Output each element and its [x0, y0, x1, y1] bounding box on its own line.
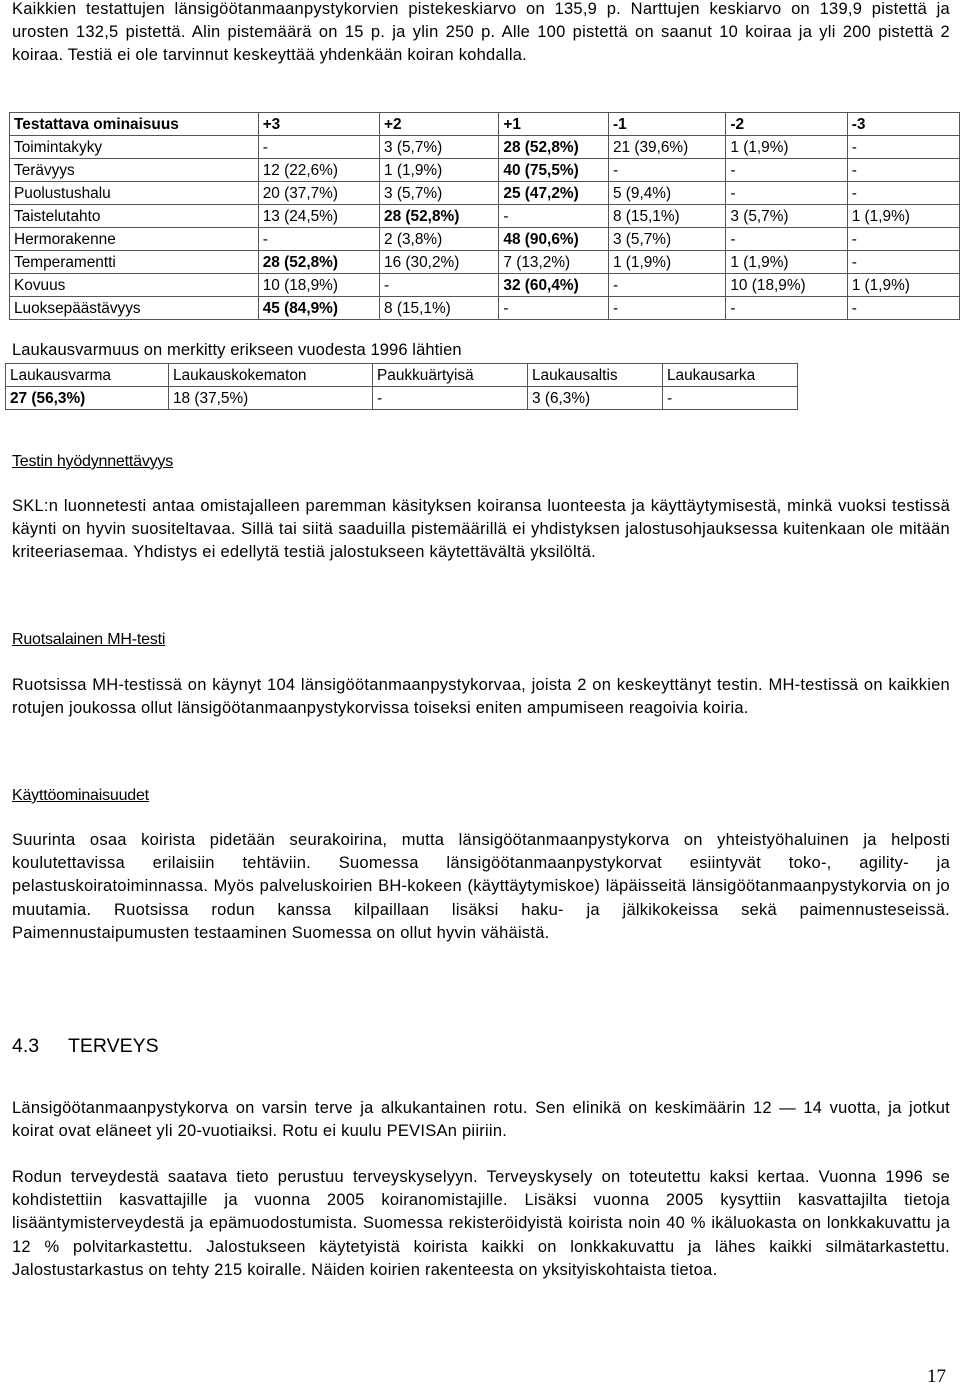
trait-value-cell: 48 (90,6%) — [499, 228, 609, 251]
trait-value-cell: 3 (5,7%) — [380, 136, 499, 159]
trait-value-cell: 20 (37,7%) — [258, 182, 379, 205]
trait-value-cell: 1 (1,9%) — [847, 274, 959, 297]
trait-value-cell: - — [726, 297, 847, 320]
traits-header-cell: +1 — [499, 113, 609, 136]
trait-name-cell: Terävyys — [10, 159, 259, 182]
trait-value-cell: 1 (1,9%) — [608, 251, 725, 274]
gun-value-cell: 18 (37,5%) — [169, 387, 373, 410]
gun-caption: Laukausvarmuus on merkitty erikseen vuodesta 1996 lähtien — [12, 341, 462, 359]
trait-value-cell: 10 (18,9%) — [258, 274, 379, 297]
trait-value-cell: - — [847, 251, 959, 274]
gun-value-cell: 27 (56,3%) — [6, 387, 169, 410]
table-row — [10, 297, 960, 320]
mh-paragraph: Ruotsissa MH-testissä on käynyt 104 länsigöötanmaanpystykorvaa, joista 2 on keskeyttänyt testin. MH-testissä on kaikkien rotujen joukossa ollut länsigöötanmaanpystykorvissa toiseksi eniten ampumiseen reagoivia koiria. — [12, 676, 950, 718]
trait-value-cell: 25 (47,2%) — [499, 182, 609, 205]
trait-name-cell: Hermorakenne — [10, 228, 259, 251]
working-paragraph: Suurinta osaa koirista pidetään seurakoirina, mutta länsigöötanmaanpystykorva on yhteistyöhaluinen ja helposti koulutettavissa erilaisiin tehtäviin. Suomessa länsigöötanmaanpystykorvat esiintyvät toko-, agility- ja pelastuskoiratoiminnassa. Myös palveluskoirien BH-kokeen (käyttäytymiskoe) läpäisseitä länsigöötanmaanpystykorvia on jo muutamia. Ruotsissa rodun kanssa kilpaillaan lisäksi haku- ja jälkikokeissa sekä paimennusteseissä. Paimennustaipumusten testaaminen Suomessa on ollut hyvin vähäistä. — [12, 831, 950, 942]
health-paragraph-2: Rodun terveydestä saatava tieto perustuu terveyskyselyyn. Terveyskysely on toteutettu kaksi kertaa. Vuonna 1996 se kohdistettiin kasvattajille ja vuonna 2005 koiranomistajille. Lisäksi vuonna 2005 kysyttiin kasvattajilta tietoja lisääntymisterveydestä ja epämuodostumista. Suomessa rekisteröidyistä koirista noin 40 % ikäluokasta on lonkkakuvattu ja 12 % polvitarkastettu. Jalostukseen käytetyistä koirista kaikki on lonkkakuvattu ja lähes kaikki silmätarkastettu. Jalostustarkastus on tehty 215 koiralle. Näiden koirien rakenteesta on yksityiskohtaista tietoa. — [12, 1168, 950, 1279]
table-row — [10, 182, 960, 205]
trait-name-cell: Kovuus — [10, 274, 259, 297]
trait-value-cell: 8 (15,1%) — [608, 205, 725, 228]
gun-header-row — [6, 364, 798, 387]
trait-value-cell: 28 (52,8%) — [258, 251, 379, 274]
table-row — [10, 251, 960, 274]
gun-header-cell: Paukkuärtyisä — [373, 364, 528, 387]
trait-value-cell: 3 (5,7%) — [608, 228, 725, 251]
traits-table — [9, 112, 960, 320]
usefulness-heading: Testin hyödynnettävyys — [12, 453, 174, 470]
traits-header-cell: +2 — [380, 113, 499, 136]
trait-value-cell: - — [847, 297, 959, 320]
trait-value-cell: - — [847, 228, 959, 251]
gun-header-cell: Laukausarka — [663, 364, 798, 387]
trait-name-cell: Taistelutahto — [10, 205, 259, 228]
trait-value-cell: - — [608, 159, 725, 182]
gun-value-cell: - — [373, 387, 528, 410]
trait-value-cell: 10 (18,9%) — [726, 274, 847, 297]
trait-value-cell: - — [608, 274, 725, 297]
trait-value-cell: - — [726, 228, 847, 251]
gun-header-cell: Laukausaltis — [528, 364, 663, 387]
trait-value-cell: 1 (1,9%) — [726, 136, 847, 159]
trait-value-cell: 1 (1,9%) — [726, 251, 847, 274]
trait-value-cell: 2 (3,8%) — [380, 228, 499, 251]
trait-value-cell: - — [258, 228, 379, 251]
gun-header-cell: Laukauskokematon — [169, 364, 373, 387]
section-title: TERVEYS — [68, 1035, 159, 1057]
intro-paragraph: Kaikkien testattujen länsigöötanmaanpystykorvien pistekeskiarvo on 135,9 p. Narttujen keskiarvo on 139,9 pistettä ja urosten 132,5 pistettä. Alin pistemäärä on 15 p. ja ylin 250 p. Alle 100 pistettä on saanut 10 koiraa ja yli 200 pistettä 2 koiraa. Testiä ei ole tarvinnut keskeyttää yhdenkään koiran kohdalla. — [12, 0, 950, 65]
trait-value-cell: 3 (5,7%) — [380, 182, 499, 205]
traits-header-cell: Testattava ominaisuus — [10, 113, 259, 136]
trait-name-cell: Toimintakyky — [10, 136, 259, 159]
trait-value-cell: - — [258, 136, 379, 159]
gun-value-cell: 3 (6,3%) — [528, 387, 663, 410]
trait-value-cell: - — [847, 182, 959, 205]
trait-value-cell: 1 (1,9%) — [847, 205, 959, 228]
trait-value-cell: 16 (30,2%) — [380, 251, 499, 274]
trait-value-cell: - — [380, 274, 499, 297]
mh-heading: Ruotsalainen MH-testi — [12, 631, 166, 648]
gun-value-cell: - — [663, 387, 798, 410]
trait-value-cell: 28 (52,8%) — [499, 136, 609, 159]
trait-value-cell: - — [847, 136, 959, 159]
table-row — [10, 159, 960, 182]
traits-header-row — [10, 113, 960, 136]
gun-header-cell: Laukausvarma — [6, 364, 169, 387]
trait-value-cell: - — [726, 182, 847, 205]
trait-value-cell: - — [608, 297, 725, 320]
trait-value-cell: 21 (39,6%) — [608, 136, 725, 159]
traits-header-cell: -2 — [726, 113, 847, 136]
gun-shyness-table — [5, 363, 798, 410]
trait-name-cell: Luoksepäästävyys — [10, 297, 259, 320]
traits-header-cell: -3 — [847, 113, 959, 136]
working-heading: Käyttöominaisuudet — [12, 787, 149, 804]
trait-value-cell: 40 (75,5%) — [499, 159, 609, 182]
trait-value-cell: - — [499, 205, 609, 228]
trait-value-cell: - — [499, 297, 609, 320]
gun-values-row — [6, 387, 798, 410]
table-row — [10, 136, 960, 159]
table-row — [10, 228, 960, 251]
page-number: 17 — [927, 1366, 946, 1387]
trait-value-cell: 8 (15,1%) — [380, 297, 499, 320]
trait-value-cell: 32 (60,4%) — [499, 274, 609, 297]
trait-name-cell: Puolustushalu — [10, 182, 259, 205]
usefulness-paragraph: SKL:n luonnetesti antaa omistajalleen paremman käsityksen koiransa luonteesta ja käyttäytymisestä, minkä vuoksi testissä käynti on hyvin suositeltavaa. Sillä tai siitä saaduilla pistemäärillä ei yhdistyksen jalostusohjauksessa kuitenkaan ole mitään kriteeriasemaa. Yhdistys ei edellytä testiä jalostukseen käytettävältä yksilöltä. — [12, 497, 950, 562]
trait-value-cell: 1 (1,9%) — [380, 159, 499, 182]
trait-value-cell: 45 (84,9%) — [258, 297, 379, 320]
table-row — [10, 274, 960, 297]
trait-value-cell: 5 (9,4%) — [608, 182, 725, 205]
trait-value-cell: - — [847, 159, 959, 182]
trait-value-cell: 7 (13,2%) — [499, 251, 609, 274]
health-heading — [12, 1035, 159, 1058]
trait-value-cell: - — [726, 159, 847, 182]
trait-value-cell: 12 (22,6%) — [258, 159, 379, 182]
trait-value-cell: 3 (5,7%) — [726, 205, 847, 228]
section-number: 4.3 — [12, 1035, 40, 1057]
traits-header-cell: -1 — [608, 113, 725, 136]
table-row — [10, 205, 960, 228]
trait-name-cell: Temperamentti — [10, 251, 259, 274]
traits-header-cell: +3 — [258, 113, 379, 136]
health-paragraph-1: Länsigöötanmaanpystykorva on varsin terve ja alkukantainen rotu. Sen elinikä on keskimäärin 12 — 14 vuotta, ja jotkut koirat ovat eläneet yli 20-vuotiaiksi. Rotu ei kuulu PEVISAn piiriin. — [12, 1099, 950, 1141]
trait-value-cell: 28 (52,8%) — [380, 205, 499, 228]
trait-value-cell: 13 (24,5%) — [258, 205, 379, 228]
